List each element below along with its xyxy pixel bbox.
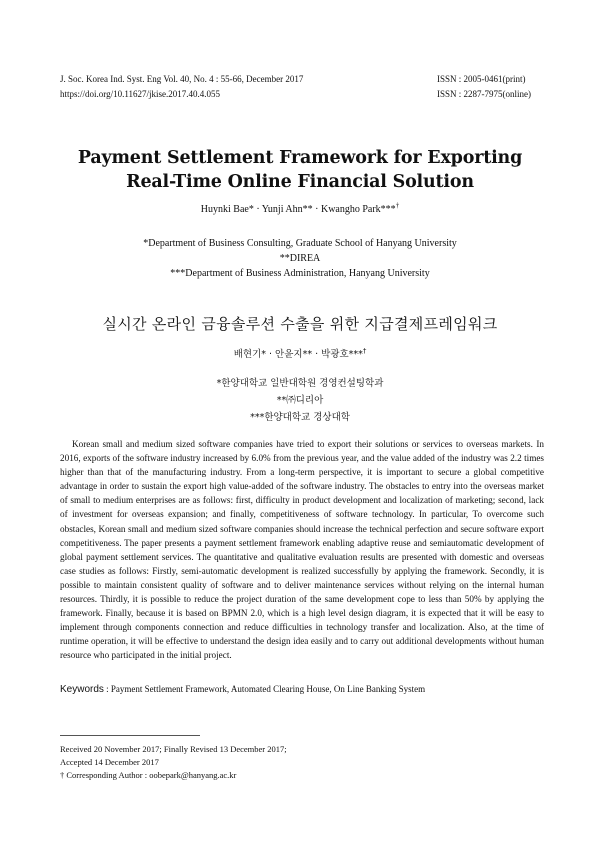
accepted-date: Accepted 14 December 2017	[60, 757, 159, 767]
keywords-label: Keywords	[60, 684, 104, 695]
corresponding-author	[60, 769, 287, 782]
keywords-text: : Payment Settlement Framework, Automated Clearing House, On Line Banking System	[103, 684, 426, 694]
author-names-en: Huynki Bae* · Yunji Ahn** · Kwangho Park***	[200, 204, 396, 215]
authors-ko	[0, 346, 600, 360]
affiliation-ko-2: **㈜디리아	[276, 395, 324, 406]
corresponding-dagger-ko: †	[362, 346, 367, 355]
affiliation-en-3: ***Department of Business Administration, Hanyang University	[170, 268, 430, 279]
author-names-ko: 배현기* · 안윤지** · 박광호***	[233, 349, 363, 360]
issn-online: ISSN : 2287-7975(online)	[437, 89, 531, 99]
journal-header	[60, 72, 303, 102]
received-date: Received 20 November 2017; Finally Revised 13 December 2017;	[60, 744, 287, 754]
corresponding-dagger-en: †	[395, 201, 400, 210]
affiliation-ko-1: *한양대학교 일반대학원 경영컨설팅학과	[216, 378, 384, 389]
keywords	[60, 684, 544, 695]
authors-en	[0, 201, 600, 215]
corresponding-email[interactable]: Corresponding Author : oobepark@hanyang.ac.kr	[64, 770, 237, 780]
paper-title-en	[0, 146, 600, 194]
affiliation-ko-3: ***한양대학교 경상대학	[250, 412, 350, 423]
footnotes	[60, 743, 287, 782]
citation-line: J. Soc. Korea Ind. Syst. Eng Vol. 40, No. 4 : 55-66, December 2017	[60, 74, 304, 84]
footnote-divider	[60, 735, 200, 736]
title-en-line1: Payment Settlement Framework for Exporting	[77, 148, 523, 168]
affiliation-en-2: **DIREA	[279, 253, 321, 264]
affiliations-en	[0, 236, 600, 281]
affiliation-en-1: *Department of Business Consulting, Graduate School of Hanyang University	[143, 238, 457, 249]
issn-print: ISSN : 2005-0461(print)	[437, 74, 526, 84]
corresponding-dagger: †	[60, 770, 65, 780]
paper-title-ko: 실시간 온라인 금융솔루션 수출을 위한 지급결제프레임워크	[102, 315, 498, 333]
doi-link[interactable]: https://doi.org/10.11627/jkise.2017.40.4.055	[60, 89, 221, 99]
issn-block	[437, 72, 531, 102]
abstract: Korean small and medium sized software companies have tried to export their solutions or services to overseas markets. In 2016, exports of the software industry increased by 6.0% from the previous year, and the value added of the industry was 2.2 times higher than that of the manufacturing industry. From a long-term perspective, it is important to secure a global competitive advantage in order to sustain the export high value-added of the software industry. The obstacles to entry into the overseas market of small to medium enterprises are as follows: first, difficulty in product development and localization of marketing; second, lack of investment for overseas expansion; and finally, competitiveness of software technology. In particular, To overcome such obstacles, Korean small and medium sized software companies should increase the technical perfection and secure software export competitiveness. The paper presents a payment settlement framework enabling adaptive reuse and semiautomatic development of global payment settlement services. The quantitative and qualitative evaluation results are presented with domestic and overseas case studies as follows: Firstly, semi-automatic development is realized successfully by applying the framework. Secondly, it is possible to maintain consistent quality of software and to deliver maintenance services without relying on the internal human resources. Thirdly, it is possible to reduce the project duration of the same development cope to less than 50% by applying the framework. Finally, because it is based on BPMN 2.0, which is a high level design diagram, it is expected that it will be easy to implement through components connection and reduce difficulties in technology transfer and localization. Also, at the time of runtime operation, it will be effective to understand the design idea easily and to carry out additional developments without human resource who participated in the initial project.	[60, 439, 544, 661]
title-en-line2: Real-Time Online Financial Solution	[126, 172, 474, 192]
affiliations-ko	[0, 375, 600, 426]
